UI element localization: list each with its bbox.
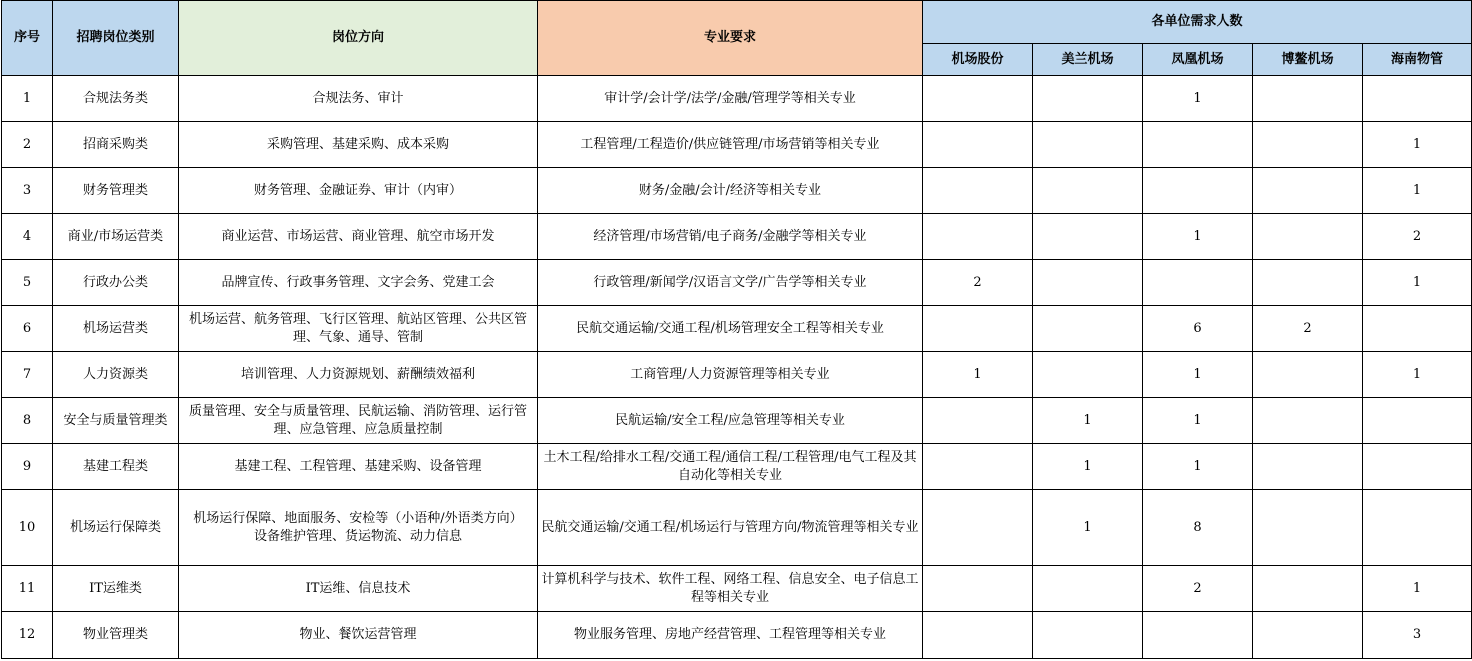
count-cell [1033,352,1143,398]
count-cell: 1 [1143,352,1253,398]
count-cell [923,444,1033,490]
header-major: 专业要求 [538,1,923,76]
major-cell: 民航交通运输/交通工程/机场运行与管理方向/物流管理等相关专业 [538,490,923,566]
major-cell: 审计学/会计学/法学/金融/管理学等相关专业 [538,76,923,122]
recruitment-table [1,0,1472,659]
count-cell: 2 [923,260,1033,306]
count-cell [1033,168,1143,214]
count-cell: 1 [1033,490,1143,566]
count-cell [923,398,1033,444]
count-cell [1033,306,1143,352]
count-cell: 1 [1033,444,1143,490]
seq-cell: 2 [2,122,53,168]
category-cell: 行政办公类 [53,260,179,306]
direction-cell: 质量管理、安全与质量管理、民航运输、消防管理、运行管理、应急管理、应急质量控制 [179,398,538,444]
count-cell [1253,352,1363,398]
direction-cell: 合规法务、审计 [179,76,538,122]
category-cell: 财务管理类 [53,168,179,214]
category-cell: 安全与质量管理类 [53,398,179,444]
header-unit: 机场股份 [923,44,1033,76]
count-cell [1253,214,1363,260]
major-cell: 财务/金融/会计/经济等相关专业 [538,168,923,214]
count-cell: 1 [1363,352,1472,398]
count-cell: 1 [1363,168,1472,214]
table-row [2,214,1472,260]
direction-cell: 采购管理、基建采购、成本采购 [179,122,538,168]
major-cell: 物业服务管理、房地产经营管理、工程管理等相关专业 [538,612,923,659]
seq-cell: 7 [2,352,53,398]
table-row [2,444,1472,490]
count-cell [923,490,1033,566]
category-cell: 物业管理类 [53,612,179,659]
count-cell [1253,260,1363,306]
seq-cell: 9 [2,444,53,490]
category-cell: 商业/市场运营类 [53,214,179,260]
count-cell: 2 [1253,306,1363,352]
seq-cell: 5 [2,260,53,306]
table-row [2,490,1472,566]
count-cell [923,122,1033,168]
direction-cell: 机场运行保障、地面服务、安检等（小语种/外语类方向） 设备维护管理、货运物流、动力信息 [179,490,538,566]
count-cell: 1 [923,352,1033,398]
header-unit: 凤凰机场 [1143,44,1253,76]
count-cell [1253,612,1363,659]
header-category: 招聘岗位类别 [53,1,179,76]
direction-cell: IT运维、信息技术 [179,566,538,612]
direction-cell: 品牌宣传、行政事务管理、文字会务、党建工会 [179,260,538,306]
count-cell [1253,566,1363,612]
major-cell: 计算机科学与技术、软件工程、网络工程、信息安全、电子信息工程等相关专业 [538,566,923,612]
count-cell [1033,566,1143,612]
count-cell: 8 [1143,490,1253,566]
count-cell [923,566,1033,612]
header-unit: 美兰机场 [1033,44,1143,76]
table-row [2,168,1472,214]
count-cell [923,214,1033,260]
count-cell [1253,398,1363,444]
major-cell: 工商管理/人力资源管理等相关专业 [538,352,923,398]
direction-cell: 物业、餐饮运营管理 [179,612,538,659]
major-cell: 民航交通运输/交通工程/机场管理安全工程等相关专业 [538,306,923,352]
seq-cell: 6 [2,306,53,352]
count-cell [1253,444,1363,490]
major-cell: 经济管理/市场营销/电子商务/金融学等相关专业 [538,214,923,260]
count-cell [1363,444,1472,490]
major-cell: 民航运输/安全工程/应急管理等相关专业 [538,398,923,444]
seq-cell: 12 [2,612,53,659]
header-seq: 序号 [2,1,53,76]
count-cell: 1 [1143,76,1253,122]
direction-cell: 机场运营、航务管理、飞行区管理、航站区管理、公共区管理、气象、通导、管制 [179,306,538,352]
count-cell: 1 [1143,444,1253,490]
count-cell [1363,306,1472,352]
count-cell [1143,260,1253,306]
count-cell [1033,214,1143,260]
table-row [2,76,1472,122]
major-cell: 工程管理/工程造价/供应链管理/市场营销等相关专业 [538,122,923,168]
count-cell [1143,612,1253,659]
direction-cell: 培训管理、人力资源规划、薪酬绩效福利 [179,352,538,398]
count-cell [1143,168,1253,214]
table-row [2,260,1472,306]
count-cell [923,612,1033,659]
seq-cell: 8 [2,398,53,444]
count-cell: 2 [1143,566,1253,612]
table-row [2,122,1472,168]
count-cell [1033,76,1143,122]
count-cell: 6 [1143,306,1253,352]
category-cell: 机场运营类 [53,306,179,352]
header-unit: 海南物管 [1363,44,1472,76]
direction-cell: 商业运营、市场运营、商业管理、航空市场开发 [179,214,538,260]
count-cell: 1 [1143,214,1253,260]
major-cell: 土木工程/给排水工程/交通工程/通信工程/工程管理/电气工程及其自动化等相关专业 [538,444,923,490]
count-cell [1253,490,1363,566]
count-cell: 1 [1143,398,1253,444]
count-cell [1253,168,1363,214]
table-row [2,566,1472,612]
count-cell: 3 [1363,612,1472,659]
count-cell [1033,612,1143,659]
count-cell: 1 [1363,122,1472,168]
count-cell [1143,122,1253,168]
table-body [2,76,1472,659]
header-demand-group: 各单位需求人数 [923,1,1472,44]
category-cell: 机场运行保障类 [53,490,179,566]
count-cell [923,306,1033,352]
seq-cell: 3 [2,168,53,214]
count-cell [1363,76,1472,122]
count-cell [1253,122,1363,168]
count-cell: 1 [1363,260,1472,306]
count-cell [1363,398,1472,444]
count-cell [923,76,1033,122]
table-row [2,352,1472,398]
category-cell: 基建工程类 [53,444,179,490]
count-cell [1363,490,1472,566]
category-cell: IT运维类 [53,566,179,612]
table-row [2,398,1472,444]
table-row [2,612,1472,659]
table-row [2,306,1472,352]
direction-cell: 财务管理、金融证券、审计（内审） [179,168,538,214]
category-cell: 招商采购类 [53,122,179,168]
count-cell: 2 [1363,214,1472,260]
count-cell [923,168,1033,214]
header-unit: 博鳌机场 [1253,44,1363,76]
seq-cell: 11 [2,566,53,612]
major-cell: 行政管理/新闻学/汉语言文学/广告学等相关专业 [538,260,923,306]
seq-cell: 4 [2,214,53,260]
category-cell: 人力资源类 [53,352,179,398]
count-cell [1253,76,1363,122]
header-direction: 岗位方向 [179,1,538,76]
count-cell: 1 [1363,566,1472,612]
count-cell [1033,260,1143,306]
seq-cell: 10 [2,490,53,566]
seq-cell: 1 [2,76,53,122]
count-cell [1033,122,1143,168]
category-cell: 合规法务类 [53,76,179,122]
direction-cell: 基建工程、工程管理、基建采购、设备管理 [179,444,538,490]
count-cell: 1 [1033,398,1143,444]
